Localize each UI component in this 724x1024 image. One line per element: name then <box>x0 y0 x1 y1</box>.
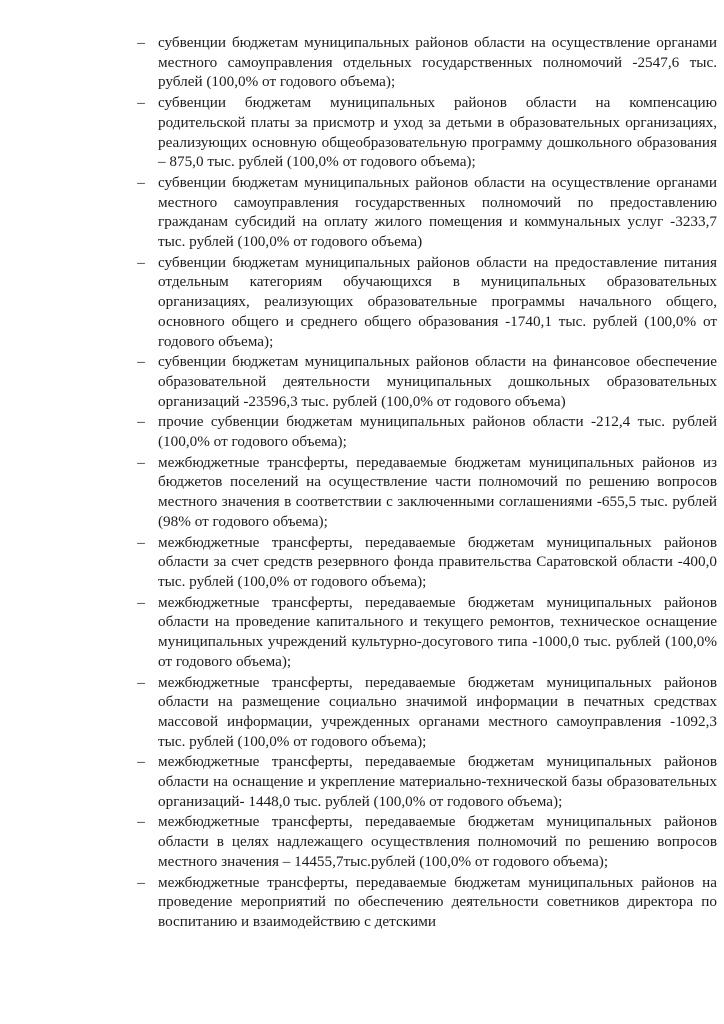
bullet-dash: – <box>137 533 145 551</box>
list-item-text: межбюджетные трансферты, передаваемые бюджетам муниципальных районов на проведение мероприятий по обеспечению деятельности советников директора по воспитанию и взаимодействию с детскими <box>158 873 717 930</box>
list-item <box>133 253 717 352</box>
list-item <box>133 533 717 592</box>
list-item <box>133 412 717 451</box>
bullet-dash: – <box>137 753 145 771</box>
list-item <box>133 93 717 172</box>
list-item-text: межбюджетные трансферты, передаваемые бюджетам муниципальных районов области на проведение капитального и текущего ремонтов, техническое оснащение муниципальных учреждений культурно-досугового типа -1000,0 тыс. рублей (100,0% от годового объема); <box>158 593 717 670</box>
list-item <box>133 673 717 752</box>
bullet-dash: – <box>137 34 145 51</box>
bullet-dash: – <box>137 173 145 191</box>
list-item-text: субвенции бюджетам муниципальных районов области на компенсацию родительской платы за присмотр и уход за детьми в образовательных организациях, реализующих основную общеобразовательную программу дошкольного образования – 875,0 тыс. рублей (100,0% от годового объема); <box>158 94 717 171</box>
list-item-text: межбюджетные трансферты, передаваемые бюджетам муниципальных районов области в целях надлежащего осуществления полномочий по решению вопросов местного значения – 14455,7тыс.рублей (100,0% от годового объема); <box>158 813 717 870</box>
bullet-dash: – <box>137 813 145 831</box>
list-item <box>133 752 717 811</box>
list-item-text: субвенции бюджетам муниципальных районов области на финансовое обеспечение образовательной деятельности муниципальных дошкольных образовательных организаций -23596,3 тыс. рублей (100,0% от годового объема) <box>158 353 717 410</box>
list-item <box>133 33 717 92</box>
list-item <box>133 352 717 411</box>
list-item <box>133 173 717 252</box>
bullet-dash: – <box>137 94 145 112</box>
list-item <box>133 812 717 871</box>
bullet-dash: – <box>137 353 145 371</box>
list-item-text: межбюджетные трансферты, передаваемые бюджетам муниципальных районов области на оснащение и укрепление материально-технической базы образовательных организаций- 1448,0 тыс. рублей (100,0% от годового объема); <box>158 753 717 810</box>
list-item-text: межбюджетные трансферты, передаваемые бюджетам муниципальных районов области на размещение социально значимой информации в печатных средствах массовой информации, учрежденных органами местного самоуправления -1092,3 тыс. рублей (100,0% от годового объема); <box>158 673 717 750</box>
list-item-text: субвенции бюджетам муниципальных районов области на предоставление питания отдельным категориям обучающихся в муниципальных образовательных организациях, реализующих образовательные программы начального общего, основного общего и среднего общего образования -1740,1 тыс. рублей (100,0% от годового объема); <box>158 253 717 350</box>
list-item <box>133 593 717 672</box>
list-item <box>133 453 717 532</box>
list-item-text: прочие субвенции бюджетам муниципальных районов области -212,4 тыс. рублей (100,0% от годового объема); <box>158 413 717 451</box>
bullet-dash: – <box>137 453 145 471</box>
list-item-text: межбюджетные трансферты, передаваемые бюджетам муниципальных районов из бюджетов поселений на осуществление части полномочий по решению вопросов местного значения в соответствии с заключенными соглашениями -655,5 тыс. рублей (98% от годового объема); <box>158 453 717 530</box>
list-item-text: субвенции бюджетам муниципальных районов области на осуществление органами местного самоуправления государственных полномочий по предоставлению гражданам субсидий на оплату жилого помещения и коммунальных услуг -3233,7 тыс. рублей (100,0% от годового объема) <box>158 173 717 251</box>
list-item-text: субвенции бюджетам муниципальных районов области на осуществление органами местного самоуправления отдельных государственных полномочий -2547,6 тыс. рублей (100,0% от годового объема); <box>158 34 717 91</box>
bullet-dash: – <box>137 253 145 271</box>
bullet-dash: – <box>137 593 145 611</box>
bullet-dash: – <box>137 873 145 891</box>
transfers-list <box>133 33 717 933</box>
list-item <box>133 873 717 932</box>
bullet-dash: – <box>137 413 145 431</box>
bullet-dash: – <box>137 673 145 691</box>
list-item-text: межбюджетные трансферты, передаваемые бюджетам муниципальных районов области за счет средств резервного фонда правительства Саратовской области -400,0 тыс. рублей (100,0% от годового объема); <box>158 533 717 590</box>
